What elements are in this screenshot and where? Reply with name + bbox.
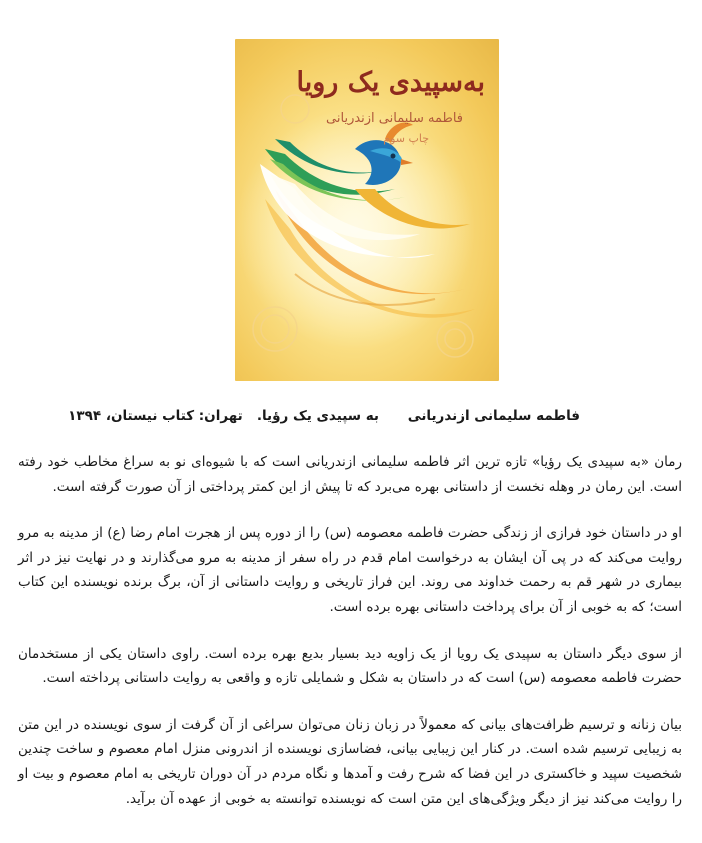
caption-publication: تهران: کتاب نیستان، ۱۳۹۴ [68, 408, 243, 424]
caption-author: فاطمه سلیمانی ازندریانی [407, 408, 580, 424]
cover-title: به‌سپیدی یک رویا [296, 67, 485, 98]
cover-author: فاطمه سلیمانی ازندریانی [326, 111, 463, 126]
article-body [18, 450, 682, 833]
paragraph: رمان «به سپیدی یک رؤیا» تازه ترین اثر فاطمه سلیمانی ازندریانی است که با شیوه‌ای نو به سراغ مخاطب خود رفته است. این رمان در وهله نخست از داستانی بهره می‌برد که تا پیش از این کمتر پرداختی از آن صورت گرفته است. [18, 454, 682, 495]
paragraph: از سوی دیگر داستان به سپیدی یک رویا از یک زاویه دید بسیار بدیع بهره برده است. راوی داستان یکی از مستخدمان حضرت فاطمه معصومه (س) است که در داستان به شکل و شمایلی تازه و واقعی به روایت داستانی پرداخته است. [18, 645, 682, 687]
caption-title: به سپیدی یک رؤیا. [256, 408, 379, 424]
paragraph: او در داستان خود فرازی از زندگی حضرت فاطمه معصومه (س) را از دوره پس از هجرت امام رضا (ع) از مدینه به مرو روایت می‌کند که در پی آن ایشان به درخواست امام قدم در راه سفر از مدینه به مرو می‌گذارند و در نهایت نیز در اثر بیماری در شهر قم به رحمت خداوند می روند. این فراز تاریخی و روایت داستانی از آن، برگ برنده نویسنده این کتاب است؛ که به خوبی از آن برای پرداخت داستانی بهره برده است. [18, 525, 682, 615]
cover-edition: چاپ سوم [383, 132, 429, 145]
book-cover-image [235, 39, 499, 381]
paragraph: بیان زنانه و ترسیم ظرافت‌های بیانی که معمولاً در زبان زنان می‌توان سراغی از آن گرفت از سوی نویسنده در این متن به زیبایی ترسیم شده است. در کنار این زیبایی بیانی، فضاسازی نویسنده از اندرونی منزل امام معصوم و ساخت چندین شخصیت سپید و خاکستری در این فضا که شرح رفت و آمدها و نگاه مردم در آن دوران تاریخی به امام معصوم و بیت او را روایت می‌کند نیز از دیگر ویژگی‌های این متن است که نویسنده توانسته به خوبی از عهده آن برآید. [18, 716, 682, 807]
book-caption [40, 406, 580, 426]
